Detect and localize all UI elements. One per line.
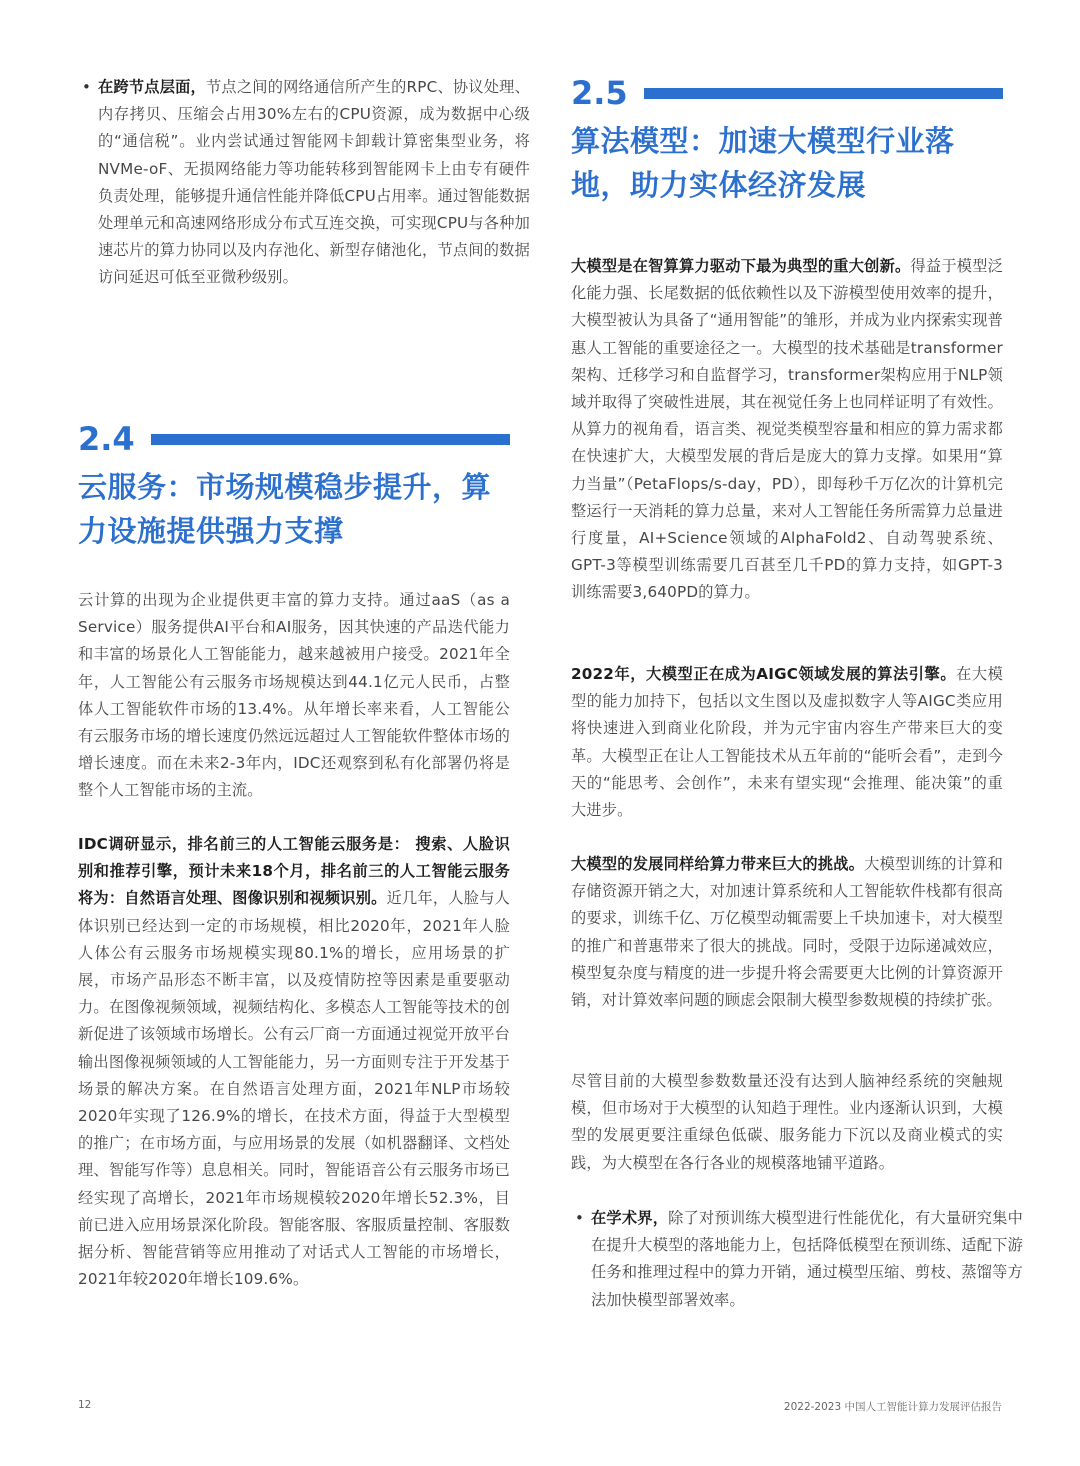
aigc-engine-body: 在大模型的能力加持下，包括以文生图以及虚拟数字人等AIGC类应用将快速进入到商业化阶段，并为元宇宙内容生产带来巨大的变革。大模型正在让人工智能技术从五年前的“能听会看”，走到今天的“能思考、会创作”，未来有望实现“会推理、能决策”的重大进步。 <box>571 665 1004 820</box>
section-title: 云服务：市场规模稳步提升，算力设施提供强力支撑 <box>78 470 492 548</box>
bullet-academia <box>571 1205 1023 1314</box>
bullet-academia-text <box>591 1205 1023 1314</box>
section-2-4-header <box>78 419 510 553</box>
compute-challenge-body: 大模型训练的计算和存储资源开销之大，对加速计算系统和人工智能软件栈都有很高的要求，训练千亿、万亿模型动辄需要上千块加速卡，对大模型的推广和普惠带来了很大的挑战。同时，受限于边际递减效应，模型复杂度与精度的进一步提升将会需要更大比例的计算资源开销，对计算效率问题的顾虑会限制大模型参数规模的持续扩张。 <box>571 855 1003 1010</box>
section-bar <box>151 434 510 445</box>
idc-survey-lead: IDC调研显示，排名前三的人工智能云服务是： 搜索、人脸识别和推荐引擎，预计未来18个月，排名前三的人工智能云服务将为：自然语言处理、图像识别和视频识别。 <box>78 835 510 908</box>
idc-survey-body: 近几年，人脸与人体识别已经达到一定的市场规模，相比2020年，2021年人脸人体公有云服务市场规模实现80.1%的增长，应用场景的扩展，市场产品形态不断丰富，以及疫情防控等因素是重要驱动力。在图像视频领域，视频结构化、多模态人工智能等技术的创新促进了该领域市场增长。公有云厂商一方面通过视觉开放平台输出图像视频领域的人工智能能力，另一方面则专注于开发基于场景的解决方案。在自然语言处理方面，2021年NLP市场较2020年实现了126.9%的增长，在技术方面，得益于大型模型的推广；在市场方面，与应用场景的发展（如机器翻译、文档处理、智能写作等）息息相关。同时，智能语音公有云服务市场已经实现了高增长，2021年市场规模较2020年增长52.3%，目前已进入应用场景深化阶段。智能客服、客服质量控制、客服数据分析、智能营销等应用推动了对话式人工智能的市场增长，2021年较2020年增长109.6%。 <box>78 889 511 1289</box>
compute-challenge-lead: 大模型的发展同样给算力带来巨大的挑战。 <box>571 855 865 873</box>
section-number: 2.5 <box>571 74 628 112</box>
bullet-dot: • <box>575 1209 584 1227</box>
bullet-dot: • <box>82 78 91 96</box>
bullet-academia-lead: 在学术界， <box>591 1209 669 1227</box>
compute-challenge-paragraph <box>571 851 1003 1014</box>
bullet-cross-node-lead: 在跨节点层面， <box>98 78 206 96</box>
aigc-engine-paragraph <box>571 661 1003 824</box>
bullet-cross-node <box>78 74 530 292</box>
big-model-innovation-lead: 大模型是在智算算力驱动下最为典型的重大创新。 <box>571 257 911 275</box>
idc-survey-paragraph <box>78 831 510 1293</box>
section-2-5-header <box>571 73 1003 207</box>
page-number: 12 <box>78 1399 92 1411</box>
report-title: 2022-2023 中国人工智能计算力发展评估报告 <box>783 1401 1002 1413</box>
section-title: 算法模型：加速大模型行业落地，助力实体经济发展 <box>571 124 955 202</box>
bullet-cross-node-body: 节点之间的网络通信所产生的RPC、协议处理、内存拷贝、压缩会占用30%左右的CPU资源，成为数据中心级的“通信税”。业内尝试通过智能网卡卸载计算密集型业务，将NVMe-oF、无损网络能力等功能转移到智能网卡上由专有硬件负责处理，能够提升通信性能并降低CPU占用率。通过智能数据处理单元和高速网络形成分布式互连交换，可实现CPU与各种加速芯片的算力协同以及内存池化、新型存储池化，节点间的数据访问延迟可低至亚微秒级别。 <box>98 78 530 287</box>
cloud-intro-paragraph: 云计算的出现为企业提供更丰富的算力支持。通过aaS（as a Service）服务提供AI平台和AI服务，因其快速的产品迭代能力和丰富的场景化人工智能能力，越来越被用户接受。2021年全年，人工智能公有云服务市场规模达到44.1亿元人民币，占整体人工智能软件市场的13.4%。从年增长率来看，人工智能公有云服务市场的增长速度仍然远远超过人工智能软件整体市场的增长速度。而在未来2-3年内，IDC还观察到私有化部署仍将是整个人工智能市场的主流。 <box>78 591 510 800</box>
section-bar <box>644 88 1003 99</box>
bullet-cross-node-text <box>98 74 530 292</box>
rational-cognition-paragraph: 尽管目前的大模型参数数量还没有达到人脑神经系统的突触规模，但市场对于大模型的认知趋于理性。业内逐渐认识到，大模型的发展更要注重绿色低碳、服务能力下沉以及商业模式的实践，为大模型在各行各业的规模落地铺平道路。 <box>571 1072 1003 1172</box>
bullet-academia-body: 除了对预训练大模型进行性能优化，有大量研究集中在提升大模型的落地能力上，包括降低模型在预训练、适配下游任务和推理过程中的算力开销，通过模型压缩、剪枝、蒸馏等方法加快模型部署效率。 <box>591 1209 1023 1309</box>
big-model-innovation-paragraph <box>571 253 1003 607</box>
section-number: 2.4 <box>78 420 135 458</box>
aigc-engine-lead: 2022年，大模型正在成为AIGC领域发展的算法引擎。 <box>571 665 957 683</box>
big-model-innovation-body: 得益于模型泛化能力强、长尾数据的低依赖性以及下游模型使用效率的提升，大模型被认为具备了“通用智能”的雏形，并成为业内探索实现普惠人工智能的重要途径之一。大模型的技术基础是transformer架构、迁移学习和自监督学习，transformer架构应用于NLP领域并取得了突破性进展，其在视觉任务上也同样证明了有效性。从算力的视角看，语言类、视觉类模型容量和相应的算力需求都在快速扩大，大模型发展的背后是庞大的算力支撑。如果用“算力当量”（PetaFlops/s-day，PD），即每秒千万亿次的计算机完整运行一天消耗的算力总量，来对人工智能任务所需算力总量进行度量，AI+Science领域的AlphaFold2、自动驾驶系统、GPT-3等模型训练需要几百甚至几千PD的算力支持，如GPT-3训练需要3,640PD的算力。 <box>571 257 1004 602</box>
